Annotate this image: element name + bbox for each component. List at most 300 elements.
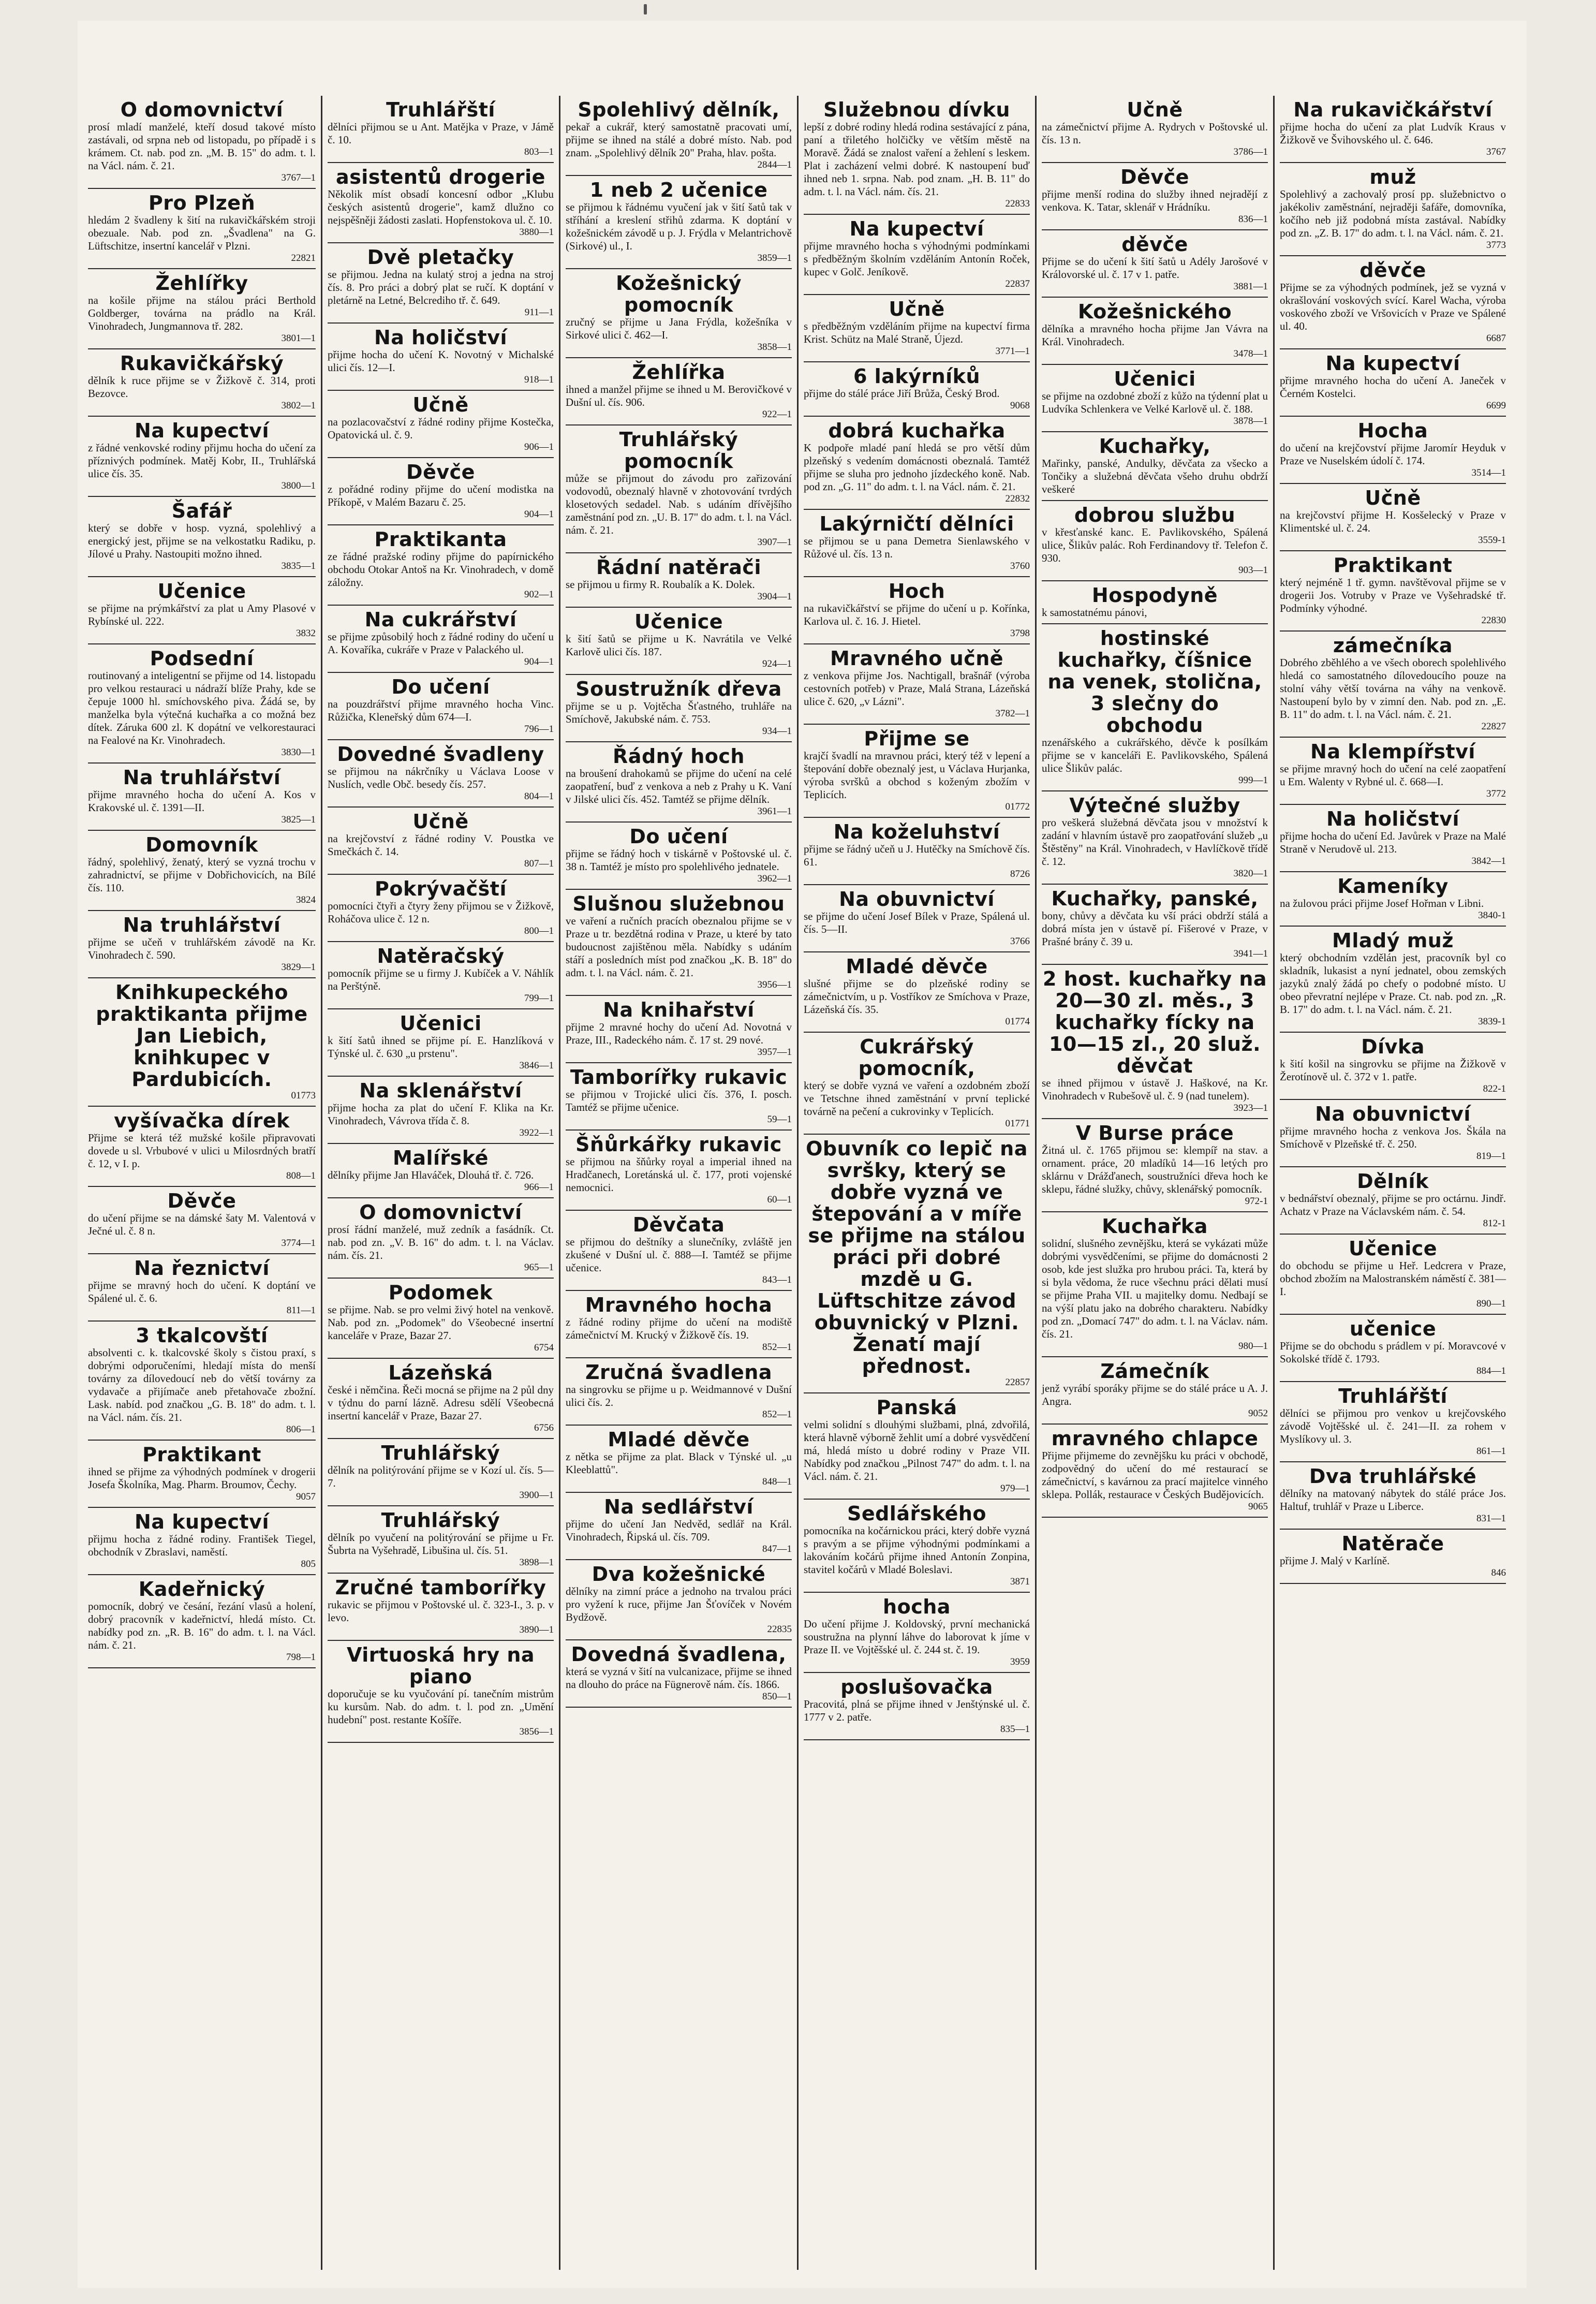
classified-ad	[566, 358, 792, 425]
ad-reference-number: 3835—1	[281, 561, 316, 571]
classified-ad	[88, 764, 316, 831]
ad-heading: Na knihařství	[603, 999, 755, 1021]
ad-heading: Přijme se	[864, 727, 970, 750]
ad-heading: 2 host. kuchařky na 20—30 zl. měs., 3 kuchařky fícky na 10—15 zl., 20 služ. děvčat	[1042, 967, 1267, 1077]
ad-reference-number: 6756	[534, 1422, 554, 1433]
ad-heading: Na koželuhství	[833, 820, 1000, 843]
ad-heading: Dvě pletačky	[367, 246, 514, 269]
ad-text: řádný, spolehlivý, ženatý, který se vyzná trochu v zahradnictví, se přijme v Dobřichovicích, na Bílé čís. 110.	[88, 856, 316, 894]
classified-ad	[88, 497, 316, 577]
classified-ad	[566, 1493, 792, 1560]
ad-heading: Dělník	[1357, 1170, 1429, 1193]
ad-text: přijme se řádný učeň u J. Hutěčky na Smíchově čís. 61.	[804, 843, 1030, 868]
ad-heading: O domovnictví	[359, 1201, 522, 1224]
classified-ad	[804, 215, 1030, 295]
ad-heading: Rukavičkářský	[120, 352, 284, 375]
ad-text: z venkova přijme Jos. Nachtigall, brašnář (výroba cestovních potřeb) v Praze, Malá Strana, Lázeňská ulice č. 620, „v Lázni".	[804, 669, 1030, 708]
column-5	[1035, 96, 1273, 2270]
ad-heading: Učně	[412, 810, 469, 833]
ad-text: na broušení drahokamů se přijme do učení na celé zaopatření, buď z venkova a neb z Prahy u K. Vaní v Jilské ulici čís. 452. Tamtéž se přijme dělník.	[566, 767, 792, 805]
ad-reference-number: 9065	[1248, 1501, 1268, 1512]
ad-reference-number: 3825—1	[281, 814, 316, 825]
ad-heading: Děvče	[1120, 166, 1189, 188]
ad-reference-number: 3839-1	[1478, 1016, 1506, 1027]
classified-ad	[1280, 1382, 1506, 1462]
ad-heading: 3 tkalcovští	[136, 1324, 268, 1347]
ad-heading: Učenici	[400, 1012, 482, 1035]
ad-reference-number: 3959	[1010, 1656, 1030, 1667]
ad-heading: Truhlářský	[381, 1509, 500, 1532]
ad-text: Přijme přijmeme do zevnějšku ku práci v obchodě, zodpovědný do učení do mé restaurací se zámečnictví, s kavárnou za prací majitelce vinného sklepa. Pollák, restaurace v Českých Budějovicích.	[1042, 1449, 1268, 1501]
ad-reference-number: 3842—1	[1471, 856, 1506, 867]
ad-heading: Mravného hocha	[585, 1294, 773, 1316]
ad-text: se přijme do učení Josef Bílek v Praze, Spálená ul. čís. 5—II.	[804, 910, 1030, 935]
ad-heading: Děvče	[167, 1190, 237, 1212]
classified-ad	[328, 740, 554, 808]
classified-ad	[328, 243, 554, 324]
ad-reference-number: 811—1	[286, 1305, 316, 1316]
ad-text: se přijme na ozdobné zboží z kůžo na týdenní plat u Ludvíka Schlenkera ve Velké Karlově ul. č. 188.	[1042, 390, 1268, 415]
ad-text: se přijmou. Jedna na kulatý stroj a jedna na stroj čís. 8. Pro práci a dobrý plat se ručí. K doptání v pletárně na Letné, Belcrediho tř. č. 649.	[328, 268, 554, 306]
ad-reference-number: 3907—1	[757, 537, 792, 548]
ad-text: se přijme. Nab. se pro velmi živý hotel na venkově. Nab. pod zn. „Podomek" do Všeobecné insertní kanceláře v Praze, Bazar 27.	[328, 1303, 554, 1342]
ad-reference-number: 980—1	[1238, 1341, 1268, 1352]
ad-text: české i němčina. Řeči mocná se přijme na 2 půl dny v týdnu do parní lázně. Adresu sdělí Všeobecná insertní kancelář v Praze, Bazar 27.	[328, 1384, 554, 1422]
ad-heading: Zručné tamborířky	[335, 1576, 546, 1599]
ad-reference-number: 3478—1	[1233, 348, 1268, 359]
ad-heading: Virtuoská hry na piano	[346, 1643, 535, 1688]
ad-reference-number: 847—1	[762, 1544, 792, 1554]
ad-reference-number: 807—1	[524, 858, 554, 869]
ad-text: který nejméně 1 tř. gymn. navštěvoval přijme se v drogerii Jos. Votruby v Praze ve Vyšehradské tř. Podmínky výhodné.	[1280, 576, 1506, 614]
ad-reference-number: 3820—1	[1233, 868, 1268, 879]
ad-text: dělník po vyučení na politýrování se přijme u Fr. Šubrta na Vyšehradě, Libušina ul. čís. 51.	[328, 1531, 554, 1557]
ad-heading: 1 neb 2 učenice	[589, 179, 768, 201]
ad-reference-number: 3858—1	[757, 342, 792, 353]
classified-ad	[1280, 1315, 1506, 1382]
ad-text: který se dobře v hosp. vyzná, spolehlivý a energický jest, přijme se na velkostatku Radiku, p. Jílové u Prahy. Nastoupiti možno ihned.	[88, 522, 316, 560]
ad-text: rukavic se přijmou v Poštovské ul. č. 323-I., 3. p. v levo.	[328, 1598, 554, 1624]
ad-heading: vyšívačka dírek	[114, 1109, 290, 1132]
ad-reference-number: 906—1	[524, 442, 554, 452]
classified-ad	[804, 885, 1030, 952]
ad-text: z řádné venkovské rodiny přijmu hocha do učení za příznivých podmínek. Matěj Kobr, II., Truhlářská ulice čís. 35.	[88, 442, 316, 480]
ad-heading: Dva truhlářské	[1309, 1465, 1477, 1488]
classified-ad	[1280, 872, 1506, 927]
ad-text: v bednářství obeznalý, přijme se pro octárnu. Jindř. Achatz v Praze na Václavském nám. č. 54.	[1280, 1192, 1506, 1217]
classified-ad	[566, 890, 792, 996]
ad-reference-number: 3859—1	[757, 253, 792, 263]
ad-heading: Truhlářští	[1338, 1385, 1447, 1407]
ad-reference-number: 6699	[1486, 400, 1506, 411]
ad-reference-number: 999—1	[1238, 775, 1268, 786]
classified-ad	[328, 808, 554, 875]
ad-text: Přijme se do obchodu s prádlem v pí. Moravcové v Sokolské třídě č. 1793.	[1280, 1340, 1506, 1365]
classified-columns	[83, 96, 1511, 2270]
ad-reference-number: 9057	[296, 1491, 316, 1502]
classified-ad	[804, 577, 1030, 644]
ad-text: přijme do stálé práce Jiří Brůža, Český Brod.	[804, 387, 1000, 400]
classified-ad	[566, 1426, 792, 1493]
classified-ad	[328, 1009, 554, 1077]
ad-reference-number: 3767	[1486, 146, 1506, 157]
ad-reference-number: 3890—1	[519, 1624, 554, 1635]
ad-heading: Kadeřnický	[138, 1578, 265, 1601]
ad-reference-number: 799—1	[524, 993, 554, 1004]
classified-ad	[804, 1393, 1030, 1500]
ad-heading: Obuvník co lepič na svršky, který se dobře vyzná ve štepování a v míře se přijme na stálou práci při dobré mzdě u G. Lüftschitze závod obuvnický v Plzni. Ženatí mají přednost.	[806, 1137, 1028, 1377]
ad-heading: Malířské	[393, 1147, 489, 1169]
ad-reference-number: 852—1	[762, 1342, 792, 1353]
ad-heading: Spolehlivý dělník,	[578, 98, 780, 121]
classified-ad	[1280, 1033, 1506, 1100]
ad-text: na košile přijme na stálou práci Berthold Goldberger, továrna na prádlo na Král. Vinohradech, Jungmannova tř. 282.	[88, 294, 316, 332]
ad-text: přijme mravného hocha z venkova Jos. Škála na Smíchově v Plzeňské tř. č. 250.	[1280, 1125, 1506, 1150]
ad-reference-number: 3774—1	[281, 1238, 316, 1249]
ad-text: na krejčovství přijme H. Kosšelecký v Praze v Klimentské ul. č. 24.	[1280, 509, 1506, 534]
ad-heading: dobrá kuchařka	[828, 419, 1006, 442]
classified-ad	[1042, 581, 1268, 624]
ad-reference-number: 812-1	[1483, 1218, 1506, 1229]
ad-heading: Truhlářský pomocník	[619, 428, 738, 473]
classified-ad	[566, 675, 792, 742]
ad-heading: Služebnou dívku	[823, 98, 1010, 121]
classified-ad	[1280, 927, 1506, 1033]
ad-heading: 6 lakýrníků	[853, 365, 981, 388]
ad-reference-number: 924—1	[762, 658, 792, 669]
ad-reference-number: 884—1	[1476, 1366, 1506, 1376]
ad-reference-number: 3798	[1010, 628, 1030, 639]
classified-ad	[804, 295, 1030, 362]
ad-heading: Učně	[1127, 98, 1183, 121]
ad-heading: muž	[1369, 166, 1416, 188]
ad-text: se ihned přijmou v ústavě J. Haškové, na Kr. Vinohradech v Rubešově ul. č. 9 (nad tunelem).	[1042, 1077, 1268, 1102]
classified-ad	[1042, 163, 1268, 230]
ad-text: přijme mravného hocha s výhodnými podmínkami s předběžným školním vzděláním Antonín Roček, kupec v Golč. Jeníkově.	[804, 240, 1030, 278]
ad-reference-number: 3922—1	[519, 1127, 554, 1138]
ad-heading: Slušnou služebnou	[572, 892, 785, 915]
ad-heading: Dovedné švadleny	[337, 743, 544, 766]
ad-text: přijme se řádný hoch v tiskárně v Poštovské ul. č. 38 n. Tamtéž je místo pro spolehlivého jednatele.	[566, 847, 792, 873]
ad-text: přijme J. Malý v Karlíně.	[1280, 1554, 1390, 1567]
ad-reference-number: 9052	[1248, 1408, 1268, 1419]
classified-ad	[566, 96, 792, 176]
ad-heading: Děvčata	[632, 1213, 725, 1236]
ad-heading: Učně	[889, 298, 945, 320]
ad-reference-number: 22835	[767, 1624, 792, 1635]
classified-ad	[328, 324, 554, 391]
ad-reference-number: 918—1	[524, 374, 554, 385]
classified-ad	[328, 1641, 554, 1743]
classified-ad	[328, 1574, 554, 1641]
ad-text: z řádné rodiny přijme do učení na modiště zámečnictví M. Krucký v Žižkově čís. 19.	[566, 1316, 792, 1341]
classified-ad	[328, 96, 554, 163]
ad-text: která se vyzná v šití na vulcanizace, přijme se ihned na dlouho do práce na Fügnerově nám. čís. 1866.	[566, 1665, 792, 1691]
ad-heading: Tamborířky rukavic	[570, 1066, 788, 1089]
ad-text: na pozlacovačství z řádné rodiny přijme Kostečka, Opatovická ul. č. 9.	[328, 416, 554, 441]
classified-ad	[566, 1560, 792, 1640]
classified-ad	[1042, 432, 1268, 501]
classified-ad	[804, 818, 1030, 885]
ad-text: přijme mravného hocha do učení A. Janeček v Černém Kostelci.	[1280, 374, 1506, 400]
classified-ad	[88, 831, 316, 911]
ad-heading: V Burse práce	[1075, 1122, 1234, 1144]
ad-heading: Výtečné služby	[1069, 794, 1240, 817]
ad-reference-number: 3802—1	[281, 400, 316, 411]
ad-reference-number: 22857	[1005, 1377, 1030, 1388]
ad-reference-number: 846	[1491, 1567, 1506, 1578]
ad-text: zručný se přijme u Jana Frýdla, kožešníka v Sirkové ulici č. 462—I.	[566, 316, 792, 341]
ad-text: se přijmou k řádnému vyučení jak v šití šatů tak v stříhání a kreslení střihů zdarma. K doptání v kožešnickém závodě u p. J. Frýdla v Melantrichově (Sirkové) ul., I.	[566, 201, 792, 252]
ad-heading: Do učení	[629, 825, 728, 848]
ad-text: ze řádné pražské rodiny přijme do papírnického obchodu Otokar Antoš na Kr. Vinohradech, v domě záložny.	[328, 550, 554, 589]
classified-ad	[1280, 484, 1506, 551]
classified-ad	[566, 823, 792, 890]
classified-ad	[1042, 1425, 1268, 1518]
ad-text: bony, chůvy a děvčata ku vší práci obdrží stálá a dobrá místa jen v ústavě pí. Fišerové v Praze, v Prašné brány č. 39 u.	[1042, 909, 1268, 948]
ad-heading: Zručná švadlena	[585, 1361, 773, 1384]
ad-reference-number: 3923—1	[1233, 1103, 1268, 1113]
classified-ad	[88, 189, 316, 269]
ad-heading: Mladý muž	[1332, 929, 1454, 952]
ad-text: dělník k ruce přijme se v Žižkově č. 314, proti Bezovce.	[88, 374, 316, 400]
ad-reference-number: 911—1	[524, 307, 554, 318]
ad-reference-number: 2844—1	[757, 159, 792, 170]
ad-text: doporučuje se ku vyučování pí. tanečním mistrům ku kursům. Nab. do adm. t. l. pod zn. „Umění hudební" post. restante Košíře.	[328, 1687, 554, 1726]
ad-heading: Domovník	[145, 833, 258, 856]
ad-text: dělníky na zimní práce a jednoho na trvalou práci pro vyžení k ruce, přijme Jan Šťovíček v Novém Bydžově.	[566, 1585, 792, 1623]
classified-ad	[88, 1322, 316, 1441]
classified-ad	[804, 1135, 1030, 1393]
ad-reference-number: 835—1	[1000, 1724, 1030, 1735]
ad-text: Spolehlivý a zachovalý prosí pp. služebnictvo o jakékoliv zaměstnání, nejraději šafáře, domovníka, kočího neb již podobná místa zastával. Nabídky pod zn. „Z. B. 17" do adm. t. l. na Václ. nám. č. 21.	[1280, 188, 1506, 239]
column-3	[559, 96, 797, 2270]
classified-ad	[328, 606, 554, 673]
ad-text: k samostatnému pánovi,	[1042, 606, 1147, 619]
classified-ad	[566, 425, 792, 553]
ad-text: Přijme se která též mužské košile připravovati dovede u sl. Vrbubové v ulici u Milosrdných bratří č. 12, v I. p.	[88, 1132, 316, 1170]
classified-ad	[566, 269, 792, 358]
ad-heading: Praktikanta	[374, 528, 507, 551]
ad-reference-number: 9068	[1010, 400, 1030, 411]
ad-text: hledám 2 švadleny k šití na rukavičkářském stroji obezuale. Nab. pod zn. „Švadlena" na G. Lüftschitze, insertní kancelář v Plzni.	[88, 214, 316, 252]
ad-reference-number: 803—1	[524, 146, 554, 157]
classified-ad	[328, 673, 554, 740]
ad-heading: Mladé děvče	[846, 955, 988, 978]
ad-heading: Natěrače	[1341, 1532, 1444, 1555]
ad-text: slušné přijme se do plzeňské rodiny se zámečnictvím, u p. Vostříkov ze Smíchova v Praze, Lázeňská čís. 35.	[804, 977, 1030, 1016]
ad-reference-number: 22833	[1005, 198, 1030, 209]
ad-reference-number: 3773	[1486, 240, 1506, 251]
ad-text: přijme menší rodina do služby ihned nejradějí z venkova. K. Tatar, sklenář v Hrádníku.	[1042, 188, 1268, 213]
ad-text: s předběžným vzděláním přijme na kupectví firma Krist. Schütz na Malé Straně, Újezd.	[804, 320, 1030, 345]
classified-ad	[328, 1506, 554, 1574]
classified-ad	[328, 163, 554, 243]
ad-text: z pořádné rodiny přijme do učení modistka na Příkopě, v Malém Bazaru č. 25.	[328, 483, 554, 508]
ad-heading: Řádný hoch	[613, 745, 745, 768]
ad-text: Dobrého zběhlého a ve všech oborech spolehlivého hledá co samostatného dílovedoucího pouze na stolní váhy větší továrna na váhy na venkově. Nastoupení bylo by v zimní den. Nab. pod zn. „E. B. 11" do adm. t. l. na Václ. nám. č. 21.	[1280, 656, 1506, 721]
ad-text: dělníky přijme Jan Hlaváček, Dlouhá tř. č. 726.	[328, 1169, 534, 1181]
ad-text: pomocník přijme se u firmy J. Kubíček a V. Náhlík na Perštýně.	[328, 967, 554, 992]
ad-text: se přijmou v Trojické ulici čís. 376, I. posch. Tamtéž se přijme učenice.	[566, 1088, 792, 1113]
ad-reference-number: 59—1	[767, 1114, 792, 1125]
classified-ad	[566, 1131, 792, 1211]
classified-ad	[566, 553, 792, 608]
ad-heading: děvče	[1359, 259, 1426, 282]
ad-heading: Učenice	[1348, 1237, 1438, 1260]
ad-reference-number: 800—1	[524, 926, 554, 936]
ad-heading: Mladé děvče	[608, 1428, 750, 1451]
ad-heading: Žehlířka	[632, 361, 726, 384]
ad-text: solidní, slušného zevnějšku, která se vykázati může dobrými vysvědčeními, se přijme do domácnosti 2 osob, kde jest služka pro hrubou práci. Ta, která by si byla vědoma, že ruce všechnu práci dělati musí se přijme Praha VII. u majitelky domu. Nedbají se na výší platu jako na dobrého charakteru. Nabídky pod zn. „Domací 747" do adm. t. l. na Václav. nám. čís. 21.	[1042, 1237, 1268, 1340]
classified-ad	[1042, 1357, 1268, 1425]
ad-text: který obchodním vzdělán jest, pracovník byl co skladník, lukasist a nyní jednatel, obou zemských jazyků znalý žádá po chefy o podobné místo. U obeo převratní nejlépe v Praze. Ct. nab. pod zn. „R. B. 17" do adm. t. l. na Václ. nám. č. 21.	[1280, 951, 1506, 1016]
ad-text: K podpoře mladé paní hledá se pro větší dům plzeňský s vedením domácnosti obeznalá. Tamtéž přijme se sluha pro jednoho jízdeckého koně. Nab. pod zn. „G. 11" do adm. t. l. na Václ. nám. č. 21.	[804, 442, 1030, 493]
ad-text: lepší z dobré rodiny hledá rodina sestávající z pána, paní a třiletého holčičky ve větším městě na Moravě. Žádá se znalost vaření a žehlení s leskem. Plat i zacházení velmi dobré. K nastoupení buď ihned neb 1. srpna. Nab. pod znam. „H. B. 11" do adm. t. l. na Václ. nám. čís. 21.	[804, 121, 1030, 198]
ad-text: do učení přijme se na dámské šaty M. Valentová v Ječné ul. č. 8 n.	[88, 1212, 316, 1237]
ad-reference-number: 3559-1	[1478, 535, 1506, 546]
classified-ad	[1042, 1212, 1268, 1357]
ad-heading: Šafář	[171, 500, 232, 522]
classified-ad	[1042, 96, 1268, 163]
ad-reference-number: 3900—1	[519, 1490, 554, 1501]
ad-reference-number: 903—1	[1238, 565, 1268, 576]
ad-heading: Hocha	[1357, 419, 1428, 442]
ad-text: se přijmou na nákrčníky u Václava Loose v Nuslích, vedle Obč. besedy čís. 257.	[328, 765, 554, 790]
ad-reference-number: 22830	[1481, 615, 1506, 626]
classified-ad	[1280, 551, 1506, 632]
ad-reference-number: 804—1	[524, 791, 554, 802]
ad-reference-number: 60—1	[767, 1194, 792, 1205]
ad-text: dělníci přijmou se u Ant. Matějka v Praze, v Jámě č. 10.	[328, 121, 554, 146]
ad-text: dělníky na matovaný nábytek do stálé práce Jos. Haltuf, truhlář v Praze u Liberce.	[1280, 1487, 1506, 1513]
ad-text: přijmu hocha z řádné rodiny. František Tiegel, obchodník v Zbraslavi, naměstí.	[88, 1533, 316, 1558]
ad-text: přijme se učeň v truhlářském závodě na Kr. Vinohradech č. 590.	[88, 936, 316, 961]
classified-ad	[328, 525, 554, 606]
ad-reference-number: 3961—1	[757, 806, 792, 817]
ad-text: se přijmou se u pana Demetra Sienlawského v Růžové ul. čís. 13 n.	[804, 535, 1030, 560]
classified-ad	[1280, 805, 1506, 872]
ad-reference-number: 3514—1	[1471, 467, 1506, 478]
classified-ad	[804, 510, 1030, 577]
ad-text: přijme do učení Jan Nedvěd, sedlář na Král. Vinohradech, Řipská ul. čís. 709.	[566, 1518, 792, 1543]
classified-ad	[88, 349, 316, 417]
ad-text: přijme hocha do učení za plat Ludvík Kraus v Žižkově ve Švihovského ul. č. 646.	[1280, 121, 1506, 146]
classified-ad	[1280, 163, 1506, 256]
classified-ad	[1280, 632, 1506, 738]
ad-heading: mravného chlapce	[1051, 1427, 1259, 1450]
classified-ad	[88, 978, 316, 1107]
ad-text: na singrovku se přijme u p. Weidmannové v Dušní ulici čís. 2.	[566, 1383, 792, 1408]
ad-reference-number: 3856—1	[519, 1726, 554, 1737]
classified-ad	[1042, 624, 1268, 791]
ad-text: routinovaný a inteligentní se přijme od 14. listopadu pro velkou restauraci u nádraží blíže Prahy, kde se čepuje 1000 hl. smíchovského piva. Žádá se, by manželka byla výtečná kuchařka a co možná bez dítek. Záruka 600 zl. K dopátní ve velkorestauraci na Fealové na Kr. Vinohradech.	[88, 669, 316, 746]
classified-ad	[804, 362, 1030, 417]
ad-heading: Sedlářského	[847, 1502, 987, 1525]
classified-ad	[328, 1439, 554, 1506]
ad-heading: Na obuvnictví	[1315, 1103, 1471, 1125]
ad-text: dělníci se přijmou pro venkov u krejčovského závodě Vojtěšské ul. č. 241—II. za rohem v Myslíkovy ul. 3.	[1280, 1407, 1506, 1445]
ad-reference-number: 3846—1	[519, 1060, 554, 1071]
ad-heading: Dívka	[1361, 1035, 1425, 1058]
ad-heading: hocha	[883, 1595, 951, 1618]
ad-reference-number: 22827	[1481, 721, 1506, 732]
ad-reference-number: 3800—1	[281, 480, 316, 491]
classified-ad	[1280, 96, 1506, 163]
ad-heading: Lázeňská	[388, 1361, 493, 1384]
ad-reference-number: 796—1	[524, 724, 554, 735]
ad-heading: Učně	[412, 393, 469, 416]
ad-heading: hostinské kuchařky, číšnice na venek, stolična, 3 slečny do obchodu	[1047, 627, 1262, 737]
column-1	[83, 96, 321, 2270]
ad-text: ihned se přijme za výhodných podmínek v drogerii Josefa Školníka, Mag. Pharm. Broumov, Čechy.	[88, 1465, 316, 1491]
ad-text: na žulovou práci přijme Josef Hořman v Libni.	[1280, 897, 1484, 909]
ad-reference-number: 22821	[291, 253, 316, 263]
ad-heading: asistentů drogerie	[336, 166, 545, 188]
ad-heading: Zámečník	[1100, 1360, 1209, 1383]
ad-text: jenž vyrábí sporáky přijme se do stálé práce u A. J. Angra.	[1042, 1382, 1268, 1407]
ad-reference-number: 3956—1	[757, 979, 792, 990]
ad-reference-number: 3760	[1010, 561, 1030, 571]
ad-text: v křesťanské kanc. E. Pavlikovského, Spálená ulice, Šlikův palác. Roh Ferdinandovy tř. Telefon č. 930.	[1042, 526, 1268, 564]
ad-heading: poslušovačka	[840, 1676, 993, 1698]
ad-heading: Na kupectví	[849, 217, 984, 240]
ad-text: se přijme způsobilý hoch z řádné rodiny do učení u A. Kovaříka, cukráře v Praze v Palackého ul.	[328, 630, 554, 656]
ad-heading: dobrou službu	[1074, 504, 1236, 526]
ad-reference-number: 806—1	[286, 1424, 316, 1435]
classified-ad	[566, 1211, 792, 1291]
ad-heading: Na rukavičkářství	[1293, 98, 1492, 121]
ad-text: dělník na politýrování přijme se v Kozí ul. čís. 5—7.	[328, 1464, 554, 1489]
ad-reference-number: 8726	[1010, 869, 1030, 879]
ad-heading: Učenice	[634, 610, 723, 633]
ad-heading: Kožešnického	[1077, 300, 1232, 323]
ad-reference-number: 3832	[296, 628, 316, 639]
ad-heading: Podomek	[388, 1281, 493, 1304]
classified-ad	[328, 458, 554, 525]
ad-text: k šití šatů se přijme u K. Navrátila ve Velké Karlově ulici čís. 187.	[566, 633, 792, 658]
ad-reference-number: 3880—1	[519, 227, 554, 238]
ad-heading: Pro Plzeň	[148, 192, 256, 214]
ad-heading: Na holičství	[374, 326, 507, 349]
ad-reference-number: 934—1	[762, 726, 792, 737]
classified-ad	[88, 1441, 316, 1508]
classified-ad	[1042, 365, 1268, 432]
ad-reference-number: 3878—1	[1233, 416, 1268, 427]
classified-ad	[804, 1500, 1030, 1593]
ad-reference-number: 850—1	[762, 1691, 792, 1702]
ad-heading: Praktikant	[1333, 554, 1453, 577]
ad-text: pomocník, dobrý ve česání, řezání vlasů a holení, dobrý pracovník v kadeřnictví, hledá místo. Ct. nabídky pod zn. „R. B. 16" do adm. t. l. na Václ. nám. č. 21.	[88, 1600, 316, 1651]
ad-reference-number: 01774	[1005, 1016, 1030, 1027]
ad-reference-number: 972-1	[1245, 1196, 1268, 1207]
classified-ad	[566, 1358, 792, 1426]
classified-ad	[1042, 1119, 1268, 1212]
ad-reference-number: 3871	[1010, 1576, 1030, 1587]
ad-reference-number: 3824	[296, 894, 316, 905]
ad-text: se přijmou do deštníky a slunečníky, zvláště jen zkušené v Dušní ul. č. 888—I. Tamtéž se přijme učenice.	[566, 1236, 792, 1274]
ad-reference-number: 822-1	[1483, 1083, 1506, 1094]
classified-ad	[1042, 298, 1268, 365]
ad-reference-number: 848—1	[762, 1476, 792, 1487]
ad-text: Žitná ul. č. 1765 přijmou se: klempíř na stav. a ornament. práce, 20 mladíků 14—16 letých pro sklárnu v Drážďanech, soustružníci dřeva hoch ke sklepu, řádné služky, chůvy, sklenářský pomocník.	[1042, 1144, 1268, 1195]
ad-heading: Knihkupeckého praktikanta přijme Jan Liebich, knihkupec v Pardubicích.	[96, 981, 308, 1091]
ad-heading: Dva kožešnické	[592, 1563, 766, 1586]
ad-text: do obchodu se přijme u Heř. Ledcrera v Praze, obchod zbožím na Malostranském náměstí č. 381—I.	[1280, 1259, 1506, 1298]
ad-heading: Na truhlářství	[123, 766, 281, 789]
ad-heading: Na sedlářství	[604, 1495, 753, 1518]
classified-ad	[328, 1359, 554, 1439]
